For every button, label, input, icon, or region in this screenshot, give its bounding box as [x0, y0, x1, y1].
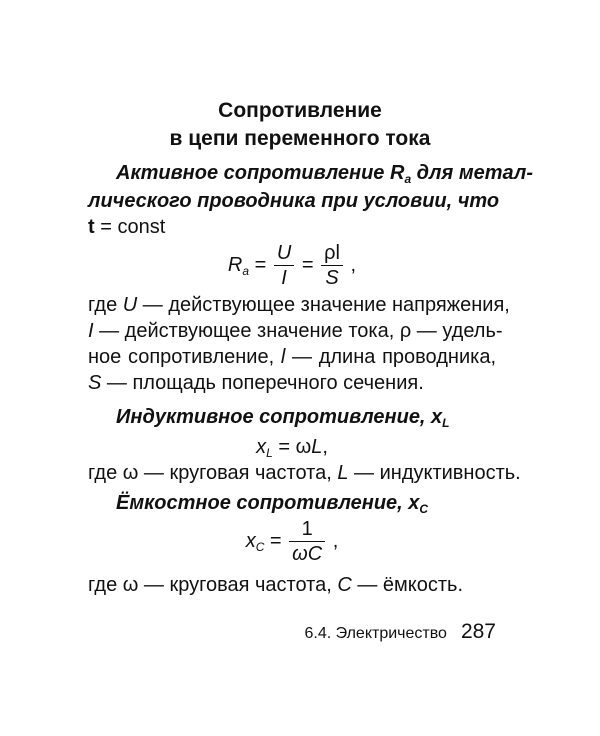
definition-line3: ное сопротивление, l — длина проводника,: [88, 346, 496, 368]
active-line2: лического проводника при условии, что: [88, 190, 500, 212]
fraction-1-over-omega-c: $\frac{1}{\omega C}$: [289, 517, 325, 566]
active-condition: t = const: [88, 216, 166, 238]
section-title-line1: Сопротивление: [218, 99, 382, 122]
inductive-title: Индуктивное сопротивление, $x_L$: [116, 406, 450, 430]
page-footer: [88, 620, 496, 644]
formula-inductive: $x_L = \omega L$,: [256, 436, 328, 460]
section-title-line2: в цепи переменного тока: [169, 127, 431, 150]
definition-line4: S — площадь поперечного сечения.: [88, 372, 424, 394]
formula-capacitive: $x_C$ = $\frac{1}{\omega C}$ ,: [245, 518, 339, 566]
definition-line2: I — действующее значение тока, ρ — удель-: [88, 320, 503, 342]
fraction-u-over-i: $\frac{U}{I}$: [274, 241, 294, 290]
capacitive-definition: где ω — круговая частота, C — ёмкость.: [88, 574, 464, 596]
inductive-definition: где ω — круговая частота, L — индуктивность.: [88, 462, 521, 484]
capacitive-title: Ёмкостное сопротивление, $x_C$: [116, 492, 429, 516]
page-number: 287: [460, 620, 496, 643]
running-section-title: 6.4. Электричество: [304, 625, 447, 642]
active-title: Активное сопротивление $R_а$ для метал-: [116, 162, 533, 186]
definition-line1: где U — действующее значение напряжения,: [88, 294, 510, 316]
fraction-rho-l-over-s: $\frac{\rho l}{S}$: [321, 241, 343, 290]
formula-active-resistance: $R_a$ = $\frac{U}{I}$ = $\frac{\rho l}{S}$ ,: [227, 242, 357, 290]
